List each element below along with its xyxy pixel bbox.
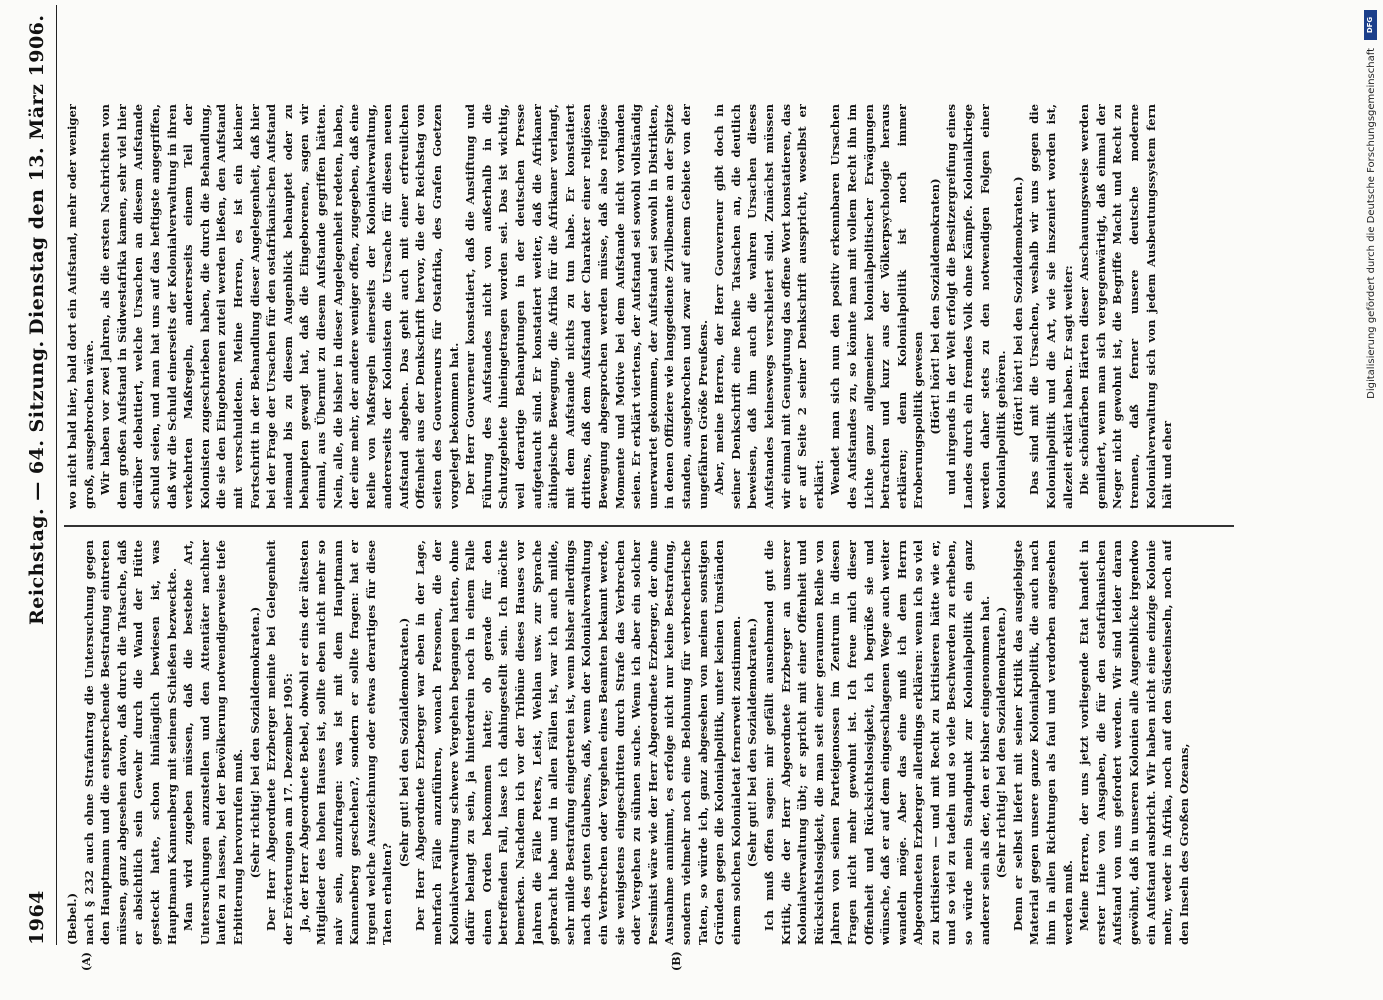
paragraph: Der Herr Gouverneur konstatiert, daß die Anstiftung und Führung des Aufstandes nicht von außerhalb in die Schutzgebiete hineingetragen worden sei. Das ist wichtig, weil derartige Behauptungen in der deutschen Presse aufgetaucht sind. Er konstatiert weiter, daß die Afrikaner äthiopische Bewegung, die Afrika für die Afrikaner verlangt, mit dem Aufstande nichts zu tun habe. Er konstatiert drittens, daß dem Aufstand der Charakter einer religiösen Bewegung abgesprochen werden müsse, daß also religiöse Momente und Motive bei dem Aufstande nicht vorhanden seien. Er erklärt viertens, der Aufstand sei sowohl vollständig unerwartet gekommen, der Aufstand sei sowohl in Distrikten, in denen Offiziere wie langgediente Zivilbeamte an der Spitze standen, ausgebrochen und zwar auf einem Gebiete von der ungefähren Größe Preußens. — [463, 104, 710, 509]
paragraph: (Bebel.) — [65, 892, 79, 945]
paragraph: Meine Herren, der uns jetzt vorliegende Etat handelt in erster Linie von Ausgaben, die für den ostafrikanischen Aufstand von uns gefordert werden. Wir sind leider daran gewöhnt, daß in unseren Kolonien alle Augenblicke irgendwo ein Aufstand ausbricht. Wir haben nicht eine einzige Kolonie mehr, weder in Afrika, noch auf den Südseeinseln, noch auf den Inseln des Großen Ozeans, — [1077, 540, 1191, 945]
paragraph: Der Herr Abgeordnete Erzberger meinte bei Gelegenheit der Erörterungen am 17. Dezember 1905: — [264, 540, 295, 945]
dfg-logo-text: DFG — [1366, 16, 1375, 34]
paragraph: (Hört! hört! bei den Sozialdemokraten.) — [1010, 176, 1025, 437]
margin-marker-b: (B) — [670, 951, 683, 971]
rotated-page-content — [20, 0, 1320, 985]
paragraph: (Sehr richtig! bei den Sozialdemokraten.) — [994, 606, 1009, 879]
paragraph: (Sehr gut! bei den Sozialdemokraten.) — [745, 617, 760, 868]
paragraph: Die schönfärben Härten dieser Anschauungsweise werden gemildert, wenn man sich vergegenwärtigt, daß einmal der Neger nicht gewohnt ist, die Begriffe Macht und Recht zu trennen, daß ferner unsere deutsche moderne Kolonialverwaltung sich von jedem Ausbeutungssystem fern hält und eher — [1077, 104, 1175, 509]
column-divider — [64, 526, 1234, 528]
paragraph: Wir haben vor zwei Jahren, als die ersten Nachrichten von dem großen Aufstand in Südwestafrika kamen, sehr viel hier darüber debattiert, welche Ursachen an diesem Aufstande schuld seien, und man hat uns auf das heftigste angegriffen, daß wir die Schuld einerseits der Kolonialverwaltung in ihren verkehrten Maßregeln, andererseits einem Teil der Kolonisten zugeschrieben haben, die durch die Behandlung, die sie den Eingeborenen zuteil werden ließen, den Aufstand mit verschuldeten. Meine Herren, es ist ein kleiner Fortschritt in der Behandlung dieser Angelegenheit, daß hier bei der Frage der Ursachen für den ostafrikanischen Aufstand niemand bis zu diesem Augenblick behauptet oder zu behaupten gewagt hat, daß die Eingeborenen, sagen wir einmal, aus Übermut zu diesem Aufstande gegriffen hätten. Nein, alle, die bisher in dieser Angelegenheit redeten, haben, der eine mehr, der andere weniger offen, zugegeben, daß eine Reihe von Maßregeln einerseits der Kolonialverwaltung, andererseits der Kolonisten die Ursache für diesen neuen Aufstand abgeben. Das geht auch mit einer erfreulichen Offenheit aus der Denkschrift hervor, die der Reichstag von seiten des Gouverneurs für Ostafrika, des Grafen Goetzen vorgelegt bekommen hat. — [98, 104, 461, 509]
paragraph: Das sind mit die Ursachen, weshalb wir uns gegen die Kolonialpolitik und die Art, wie sie inszeniert worden ist, allezeit erklärt haben. Er sagt weiter: — [1027, 104, 1075, 509]
header-rule — [56, 5, 57, 945]
paragraph: Wendet man sich nun den positiv erkennbaren Ursachen des Aufstandes zu, so könnte man mit vollem Recht ihn im Lichte ganz allgemeiner kolonialpolitischer Erwägungen betrachten und kurz aus der Völkerpsychologie heraus erklären; denn Kolonialpolitik ist noch immer Eroberungspolitik gewesen — [828, 104, 926, 509]
margin-marker-a: (A) — [80, 952, 93, 971]
paragraph: Ich muß offen sagen: mir gefällt ausnehmend gut die Kritik, die der Herr Abgeordnete Erzberger an unserer Kolonialverwaltung übt; er spricht mit einer Offenheit und Rücksichtslosigkeit, die man seit einer geraumen Reihe von Jahren von seinen Parteigenossen im Zentrum in diesen Fragen nicht mehr gewohnt ist. Ich freue mich dieser Offenheit und Rücksichtslosigkeit, ich begrüße sie und wünsche, daß er auf dem eingeschlagenen Wege auch weiter wandeln möge. Aber das eine muß ich dem Herrn Abgeordneten Erzberger allerdings erklären: wenn ich so viel zu kritisieren — und mit Recht zu kritisieren hätte wie er, und so viel zu tadeln und so viele Beschwerden zu erheben, so würde mein Standpunkt zur Kolonialpolitik ein ganz anderer sein als der, den er bisher eingenommen hat. — [761, 540, 992, 945]
paragraph: wo nicht bald hier, bald dort ein Aufstand, mehr oder weniger groß, ausgebrochen wäre. — [65, 104, 96, 509]
right-text-column — [64, 104, 1264, 509]
digitization-credit: Digitalisierung gefördert durch die Deutsche Forschungsgemeinschaft — [1366, 48, 1377, 399]
paragraph: (Hört! hört! bei den Sozialdemokraten) — [927, 178, 942, 435]
dfg-logo — [1364, 10, 1377, 40]
paragraph: und nirgends in der Welt erfolgt die Besitzergreifung eines Landes durch ein fremdes Volk ohne Kämpfe. Kolonialkriege werden daher stets zu den notwendigen Folgen einer Kolonialpolitik gehören. — [944, 104, 1009, 509]
paragraph: (Sehr richtig! bei den Sozialdemokraten.) — [247, 606, 262, 879]
paragraph: Der Herr Abgeordnete Erzberger war eben in der Lage, mehrfach Fälle anzuführen, wonach Personen, die der Kolonialverwaltung schwere Vergehen begangen hatten, ohne dafür belangt zu sein, ja hinterdrein noch in einem Falle einen Orden bekommen hatte; ob gerade für den betreffenden Fall, lasse ich dahingestellt sein. Ich möchte bemerken. Nachdem ich vor der Tribüne dieses Hauses vor Jahren die Fälle Peters, Leist, Wehlan usw. zur Sprache gebracht habe und in allen Fällen ist, war ich auch milde, sehr milde Bestrafung eingetreten ist, wenn bisher allerdings nach des guten Glaubens, daß, wenn der Kolonialverwaltung ein Verbrechen oder Vergehen eines Beamten bekannt werde, sie wenigstens eingeschritten durch Strafe das Verbrechen oder Vergehen zu sühnen suche. Wenn ich aber ein solcher Pessimist wäre wie der Herr Abgeordnete Erzberger, der ohne Ausnahme annimmt, es erfolge nicht nur keine Bestrafung, sondern vielmehr noch eine Belohnung für verbrecherische Taten, so würde ich, ganz abgesehen von meinen sonstigen Gründen gegen die Kolonialpolitik, unter keinen Umständen einem solchen Kolonialetat fernerweit zustimmen. — [413, 540, 743, 945]
paragraph: Ja, der Herr Abgeordnete Bebel, obwohl er eins der ältesten Mitglieder des hohen Hauses ist, sollte eben nicht mehr so naiv sein, anzufragen: was ist mit dem Hauptmann Kannenberg geschehen?, sondern er sollte fragen: hat er irgend welche Auszeichnung oder etwas derartiges für diese Taten erhalten? — [297, 540, 395, 945]
paragraph: Denn er selbst liefert mit seiner Kritik das ausgiebigste Material gegen unsere ganze Kolonialpolitik, die auch nach ihm in allen Richtungen als faul und verdorben angesehen werden muß. — [1010, 540, 1075, 945]
paragraph: Man wird zugeben müssen, daß die bestebte Art, Untersuchungen anzustellen und den Attentäter nachher laufen zu lassen, bei der Bevölkerung notwendigerweise tiefe Erbitterung hervorrufen muß. — [181, 540, 245, 945]
paragraph: (Sehr gut! bei den Sozialdemokraten.) — [396, 617, 411, 868]
page-number: 1964 — [26, 890, 48, 945]
running-header — [20, 0, 58, 985]
paragraph: nach § 232 auch ohne Strafantrag die Untersuchung gegen den Hauptmann und die entsprechende Bestrafung eintreten müssen, ganz abgesehen davon, daß durch die Tatsache, daß er absichtlich sein Gewehr durch die Wand der Hütte gesteckt hatte, schon hinlänglich bewiesen ist, was Hauptmann Kannenberg mit seinem Schießen bezweckte. — [81, 540, 179, 945]
left-text-column — [64, 540, 1264, 945]
header-session-title: Reichstag. — 64. Sitzung. — [26, 340, 48, 625]
paragraph: Aber, meine Herren, der Herr Gouverneur gibt doch in seiner Denkschrift eine Reihe Tatsachen an, die deutlich beweisen, daß ihm auch die wahren Ursachen dieses Aufstandes keineswegs verschleiert sind. Zunächst müssen wir einmal mit Genugtuung das offene Wort konstatieren, das er auf Seite 2 seiner Denkschrift ausspricht, woselbst er erklärt: — [712, 104, 826, 509]
header-date: Dienstag den 13. März 1906. — [26, 14, 48, 335]
